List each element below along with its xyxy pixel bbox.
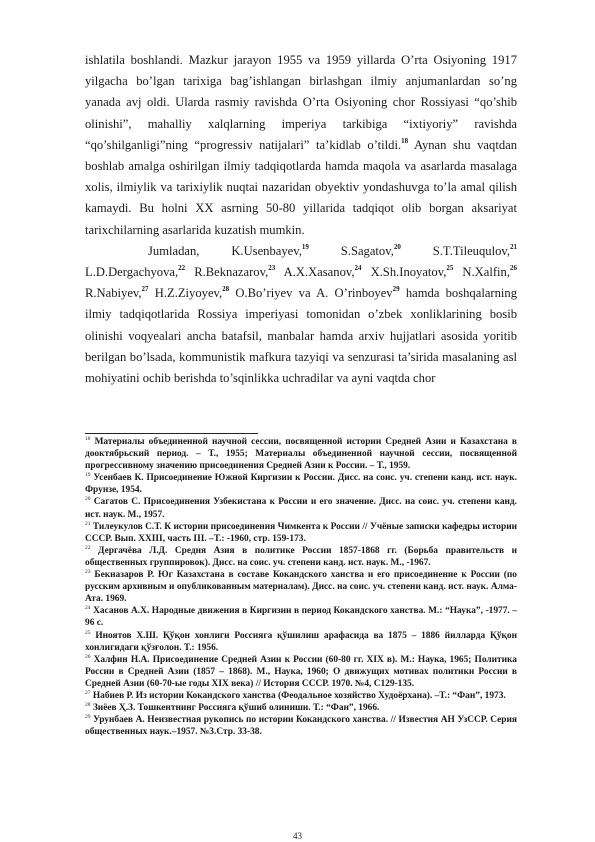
- footnote-26: [85, 654, 517, 690]
- footnote-text: Тилеукулов С.Т. К истории присоединения Чимкента к России // Учёные записки кафедры истории СССР. Вып. XXIII, часть III. –Т.: -1960, стр. 159-173.: [85, 521, 517, 544]
- paragraph-1: [85, 50, 517, 241]
- footnote-ref-28[interactable]: 28: [222, 285, 230, 294]
- footnote-ref-20[interactable]: 20: [393, 242, 401, 251]
- footnote-ref-21[interactable]: 21: [510, 242, 517, 251]
- page-number: 43: [293, 831, 302, 841]
- footnote-text: Урунбаев А. Неизвестная рукопись по истории Кокандского ханства. // Известия АН УзССР. Серия общественных наук.–1957. №3.Стр. 33-38.: [85, 715, 517, 738]
- footnote-text: Набиев Р. Из истории Кокандского ханства (Феодальное хозяйство Худоёрхана). –Т.: “Фан”, 1973.: [90, 690, 506, 701]
- footnote-number: 25: [85, 629, 91, 636]
- footnote-20: [85, 496, 517, 520]
- footnote-ref-23[interactable]: 23: [268, 264, 276, 273]
- footnote-text: Иноятов Х.Ш. Қўқон хонлиги Россияга қўшилиш арафасида ва 1875 – 1886 йилларда Қўқон хонлигидаги қўзғолон. Т.: 1956.: [85, 630, 517, 653]
- footnote-27: [85, 690, 517, 702]
- footnote-ref-18[interactable]: 18: [401, 136, 409, 145]
- paragraph-2-text: hamda boshqalarning ilmiy tadqiqotlarida Rossiya imperiyasi tomonidan o’zbek xonliklarining bosib olinishi voqyealari ancha batafsil, manbalar hamda arxiv hujjatlari asosida yoritib berilgan bo’lsada, kommunistik mafkura tazyiqi va senzurasi ta’sirida masalaning asl mohiyatini ochib berishda to’sqinlikka uchradilar va ayni vaqtda chor: [85, 286, 517, 386]
- footnote-text: Бекназаров Р. Юг Казахстана в составе Кокандского ханства и его присоединение к России (по русским архивным и опубликованным материалам). Дисс. на соис. уч. степени канд. ист. наук. Алма-Ата. 1969.: [85, 570, 517, 605]
- footnote-24: [85, 605, 517, 629]
- footnote-text: Халфин Н.А. Присоединение Средней Азии к России (60-80 гг. XIX в). М.: Наука, 1965; Политика России в Средней Азии (1857 – 1868). М., Наука, 1960; О движущих мотивах политики России в Средней Азии (60-70-ые годы XIX века) // История СССР. 1970. №4, С129-135.: [85, 654, 517, 689]
- footnote-text: Материалы объединенной научной сессии, посвященной истории Средней Азии и Казахстана в доoктябрьский период. – Т., 1955; Материалы объединенной научной сессии, посвященной прогрессивному значению присоединения Средней Азии к России. – Т., 1959.: [85, 437, 517, 472]
- footnote-23: [85, 569, 517, 605]
- paragraph-2-text: L.D.Dergachyova,: [85, 265, 179, 280]
- paragraph-2-text: R.Beknazarov,: [185, 265, 269, 280]
- footnote-text: Усенбаев К. Присоединение Южной Киргизии к России. Дисс. на соис. уч. степени канд. ист. наук. Фрунзе, 1954.: [85, 473, 517, 496]
- footnote-18: [85, 436, 517, 472]
- footnote-number: 21: [85, 520, 91, 527]
- footnote-21: [85, 521, 517, 545]
- footnote-separator: [85, 433, 258, 434]
- footnote-text: Сагатов С. Присоединения Узбекистана к России и его значение. Дисс. на соис. уч. степени канд. ист. наук. М., 1957.: [85, 497, 517, 520]
- footnote-number: 28: [85, 702, 91, 709]
- paragraph-2-text: S.T.Tileuqulov,: [400, 243, 510, 258]
- footnote-19: [85, 472, 517, 496]
- paragraph-2-text: N.Xalfin,: [453, 265, 510, 280]
- footnote-29: [85, 714, 517, 738]
- footnote-number: 24: [85, 605, 91, 612]
- footnote-text: Хасанов А.Х. Народные движения в Киргизии в период Кокандского ханства. М.: “Наука”, -1977. –96 с.: [85, 606, 517, 629]
- footnote-ref-22[interactable]: 22: [178, 264, 186, 273]
- main-text: [85, 50, 517, 389]
- paragraph-2-text: A.X.Xasanov,: [275, 265, 355, 280]
- footnote-number: 18: [85, 436, 91, 442]
- paragraph-2: [85, 241, 517, 389]
- footnote-number: 29: [85, 714, 91, 721]
- paragraph-1-text-a: ishlatila boshlandi. Mazkur jarayon 1955 va 1959 yillarda O’rta Osiyoning 1917 yilgacha bo’lgan tarixiga bag’ishlangan birlashgan ilmiy anjumanlardan so’ng yanada avj oldi. Ularda rasmiy ravishda O’rta Osiyoning chor Rossiyasi “qo’shib olinishi”, mahalliy xalqlarning imperiya tarkibiga “ixtiyoriy” ravishda “qo’shilganligi”ning “progressiv natijalari” ta’kidlab o’tildi.: [85, 53, 517, 152]
- footnote-ref-26[interactable]: 26: [510, 264, 517, 273]
- footnote-ref-25[interactable]: 25: [446, 264, 454, 273]
- footnote-ref-27[interactable]: 27: [141, 285, 149, 294]
- footnote-ref-19[interactable]: 19: [301, 242, 309, 251]
- paragraph-2-text: R.Nabiyev,: [85, 286, 142, 301]
- footnote-number: 23: [85, 569, 91, 576]
- footnote-ref-29[interactable]: 29: [392, 285, 400, 294]
- paragraph-2-text: Jumladan, K.Usenbayev,: [148, 243, 302, 258]
- footnote-22: [85, 545, 517, 569]
- footnote-25: [85, 630, 517, 654]
- paragraph-1-text-b: Aynan shu vaqtdan boshlab amalga oshirilgan ilmiy tadqiqotlarda hamda maqola va asarlarda masalaga xolis, ilmiylik va tarixiylik nuqtai nazaridan obyektiv yondashuvga to’la amal qilish kamaydi. Bu holni XX asrning 50-80 yillarida tadqiqot olib borgan aksariyat tarixchilarning asarlarida kuzatish mumkin.: [85, 137, 517, 237]
- paragraph-2-text: S.Sagatov,: [308, 243, 394, 258]
- footnote-text: Дергачёва Л.Д. Средня Азия в политике России 1857-1868 гг. (Борьба правительств и общественных группировок). Дисс. на соис. уч. степени канд. ист. наук. М., -1967.: [85, 545, 517, 568]
- footnote-number: 26: [85, 653, 91, 660]
- footnote-text: Зиёев Ҳ.З. Тошкентнинг Россияга қўшиб олиниши. Т.: “Фан”, 1966.: [90, 703, 380, 714]
- footnotes: [85, 436, 517, 738]
- paragraph-2-text: O.Bo’riyev va A. O’rinboyev: [229, 286, 393, 301]
- footnote-number: 27: [85, 689, 91, 696]
- footnote-number: 20: [85, 496, 91, 503]
- footnote-number: 22: [85, 544, 91, 551]
- paragraph-2-text: H.Z.Ziyoyev,: [148, 286, 223, 301]
- footnote-ref-24[interactable]: 24: [354, 264, 362, 273]
- footnote-number: 19: [85, 472, 91, 479]
- footnote-28: [85, 702, 517, 714]
- paragraph-2-text: X.Sh.Inoyatov,: [361, 265, 447, 280]
